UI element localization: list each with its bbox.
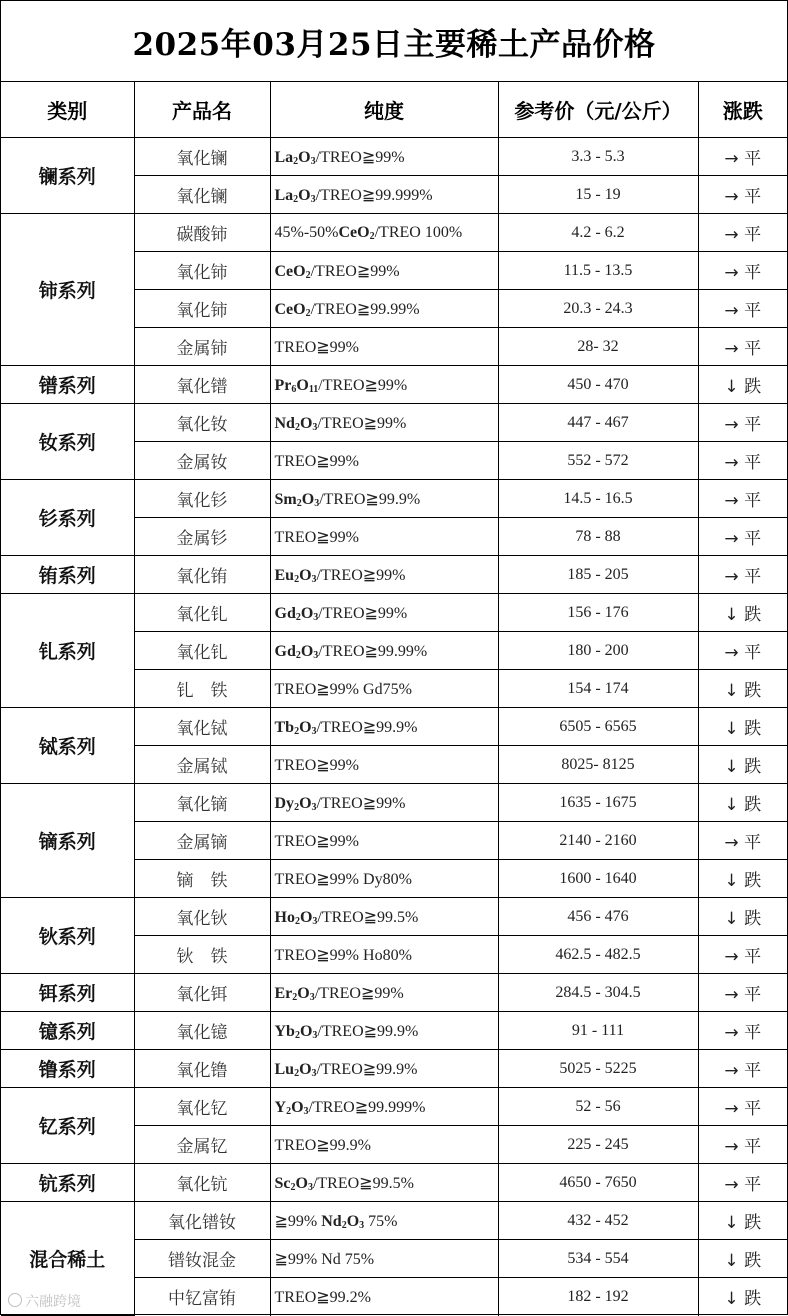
- formula-element: Ho: [274, 908, 295, 926]
- formula-subscript: 3: [311, 1067, 317, 1079]
- formula-subscript: 2: [293, 155, 299, 167]
- product-cell: 金属铈: [134, 328, 270, 366]
- formula-element: O: [291, 1098, 304, 1116]
- trend-cell: ↓ 跌: [698, 708, 787, 746]
- purity-text: /TREO≧99.5%: [317, 908, 419, 926]
- table-row: [1, 1088, 787, 1126]
- formula-subscript: 2: [294, 1067, 300, 1079]
- purity-text: /TREO≧99%: [317, 414, 407, 432]
- purity-cell: [270, 1012, 498, 1050]
- series-cell: 钪系列: [1, 1164, 134, 1202]
- formula-subscript: 3: [313, 611, 319, 623]
- trend-cell: → 平: [698, 138, 787, 176]
- formula-subscript: 3: [309, 991, 315, 1003]
- trend-cell: → 平: [698, 518, 787, 556]
- formula-element: O: [299, 1022, 313, 1040]
- formula-element: Sm: [274, 490, 297, 508]
- formula-subscript: 2: [290, 1181, 296, 1193]
- purity-text: /TREO≧99.9%: [316, 1060, 418, 1078]
- formula-element: O: [299, 794, 312, 812]
- formula-element: Sc: [274, 1174, 291, 1192]
- formula-subscript: 2: [305, 269, 311, 281]
- table-row: [1, 1202, 787, 1240]
- product-cell: 氧化钆: [134, 632, 270, 670]
- table-row: [1, 898, 787, 936]
- series-cell: 钬系列: [1, 898, 134, 974]
- price-cell: 3.3 - 5.3: [498, 138, 698, 176]
- chemical-formula: [275, 1175, 313, 1192]
- purity-text: /TREO≧99.99%: [318, 642, 428, 660]
- formula-subscript: 2: [294, 1029, 300, 1041]
- formula-subscript: 11: [308, 383, 319, 395]
- price-cell: 15 - 19: [498, 176, 698, 214]
- trend-cell: ↓ 跌: [698, 898, 787, 936]
- formula-subscript: 2: [294, 725, 300, 737]
- purity-text: /TREO≧99%: [310, 262, 400, 280]
- series-cell: 钕系列: [1, 404, 134, 480]
- purity-cell: [270, 556, 498, 594]
- purity-text: /TREO≧99.999%: [308, 1098, 426, 1116]
- price-cell: 52 - 56: [498, 1088, 698, 1126]
- product-cell: 钬 铁: [134, 936, 270, 974]
- trend-cell: → 平: [698, 822, 787, 860]
- table-row: [1, 404, 787, 442]
- product-cell: 氧化镥: [134, 1050, 270, 1088]
- trend-cell: → 平: [698, 328, 787, 366]
- formula-element: La: [274, 186, 294, 204]
- chemical-formula: [275, 263, 311, 280]
- formula-subscript: 2: [296, 497, 302, 509]
- price-cell: 4650 - 7650: [498, 1164, 698, 1202]
- trend-cell: → 平: [698, 480, 787, 518]
- chemical-formula: [275, 909, 318, 926]
- formula-element: O: [299, 718, 312, 736]
- purity-cell: [270, 138, 498, 176]
- chemical-formula: [275, 377, 319, 394]
- series-cell: 混合稀土: [1, 1202, 134, 1316]
- chemical-formula: [275, 605, 319, 622]
- table-row: [1, 594, 787, 632]
- purity-cell: [270, 328, 498, 366]
- price-cell: 180 - 200: [498, 632, 698, 670]
- purity-cell: [270, 1050, 498, 1088]
- formula-element: Gd: [274, 642, 296, 660]
- formula-element: Y: [274, 1098, 287, 1116]
- formula-element: O: [299, 1060, 312, 1078]
- purity-text: TREO≧99%: [274, 452, 360, 470]
- purity-cell: [270, 670, 498, 708]
- product-cell: 中钇富铕: [134, 1278, 270, 1316]
- formula-element: La: [274, 148, 294, 166]
- purity-cell: [270, 594, 498, 632]
- purity-text: /TREO≧99%: [316, 794, 406, 812]
- formula-element: O: [298, 148, 311, 166]
- purity-cell: [270, 1278, 498, 1316]
- price-cell: 462.5 - 482.5: [498, 936, 698, 974]
- purity-text: /TREO≧99%: [318, 376, 408, 394]
- purity-text: TREO≧99% Gd75%: [274, 680, 412, 698]
- series-cell: 铽系列: [1, 708, 134, 784]
- product-cell: 氧化铈: [134, 252, 270, 290]
- product-cell: 氧化钇: [134, 1088, 270, 1126]
- purity-text: /TREO≧99.999%: [315, 186, 433, 204]
- product-cell: 氧化钪: [134, 1164, 270, 1202]
- formula-subscript: 3: [307, 1181, 313, 1193]
- formula-subscript: 3: [303, 1105, 309, 1117]
- purity-cell: [270, 252, 498, 290]
- purity-cell: [270, 860, 498, 898]
- chemical-formula: [275, 567, 317, 584]
- purity-text: TREO≧99%: [274, 756, 360, 774]
- formula-subscript: 2: [294, 421, 300, 433]
- formula-element: CeO: [338, 223, 370, 241]
- formula-subscript: 2: [295, 649, 301, 661]
- price-cell: 552 - 572: [498, 442, 698, 480]
- formula-element: Yb: [274, 1022, 295, 1040]
- formula-element: O: [301, 490, 315, 508]
- purity-text: 75%: [364, 1212, 398, 1230]
- purity-text: /TREO≧99%: [316, 566, 406, 584]
- formula-subscript: 2: [305, 307, 311, 319]
- price-cell: 154 - 174: [498, 670, 698, 708]
- chemical-formula: [338, 224, 374, 241]
- table-row: [1, 556, 787, 594]
- formula-subscript: 2: [295, 611, 301, 623]
- purity-text: /TREO≧99.9%: [319, 490, 421, 508]
- price-cell: 182 - 192: [498, 1278, 698, 1316]
- header-purity: 纯度: [270, 82, 498, 138]
- trend-cell: → 平: [698, 290, 787, 328]
- purity-cell: [270, 1164, 498, 1202]
- chemical-formula: [275, 187, 316, 204]
- product-cell: 氧化镧: [134, 176, 270, 214]
- purity-text: /TREO≧99.99%: [310, 300, 420, 318]
- formula-element: Nd: [321, 1212, 342, 1230]
- price-cell: 1635 - 1675: [498, 784, 698, 822]
- price-cell: 8025- 8125: [498, 746, 698, 784]
- formula-subscript: 3: [311, 573, 317, 585]
- formula-subscript: 3: [312, 915, 318, 927]
- watermark: [8, 1291, 81, 1311]
- purity-cell: [270, 1126, 498, 1164]
- chemical-formula: [275, 491, 320, 508]
- trend-cell: ↓ 跌: [698, 670, 787, 708]
- watermark-logo-icon: [8, 1293, 22, 1307]
- formula-subscript: 3: [313, 649, 319, 661]
- price-cell: 156 - 176: [498, 594, 698, 632]
- purity-text: /TREO≧99.9%: [317, 1022, 419, 1040]
- price-cell: 450 - 470: [498, 366, 698, 404]
- series-cell: 钇系列: [1, 1088, 134, 1164]
- formula-subscript: 2: [294, 915, 300, 927]
- purity-text: /TREO≧99%: [314, 984, 404, 1002]
- price-cell: 284.5 - 304.5: [498, 974, 698, 1012]
- trend-cell: → 平: [698, 632, 787, 670]
- formula-element: Tb: [274, 718, 295, 736]
- table-row: [1, 1050, 787, 1088]
- formula-element: O: [297, 984, 310, 1002]
- purity-cell: [270, 632, 498, 670]
- purity-text: TREO≧99%: [274, 528, 360, 546]
- product-cell: 金属铽: [134, 746, 270, 784]
- chemical-formula: [275, 301, 311, 318]
- series-cell: 镱系列: [1, 1012, 134, 1050]
- product-cell: 氧化铽: [134, 708, 270, 746]
- trend-cell: → 平: [698, 1164, 787, 1202]
- table-row: [1, 138, 787, 176]
- purity-cell: [270, 518, 498, 556]
- header-trend: 涨跌: [698, 82, 787, 138]
- series-cell: 铈系列: [1, 214, 134, 366]
- table-row: [1, 1012, 787, 1050]
- series-cell: 镨系列: [1, 366, 134, 404]
- purity-cell: [270, 1202, 498, 1240]
- trend-cell: → 平: [698, 176, 787, 214]
- table-row: [1, 366, 787, 404]
- trend-cell: ↓ 跌: [698, 860, 787, 898]
- page-title: 2025年03月25日主要稀土产品价格: [1, 1, 787, 82]
- trend-cell: ↓ 跌: [698, 1240, 787, 1278]
- trend-cell: → 平: [698, 974, 787, 1012]
- price-table: [1, 82, 787, 1316]
- price-cell: 1600 - 1640: [498, 860, 698, 898]
- purity-text: TREO≧99.2%: [274, 1288, 372, 1306]
- purity-cell: [270, 898, 498, 936]
- product-cell: 氧化镨: [134, 366, 270, 404]
- series-cell: 镧系列: [1, 138, 134, 214]
- purity-cell: [270, 214, 498, 252]
- purity-cell: [270, 1088, 498, 1126]
- table-row: [1, 480, 787, 518]
- product-cell: 氧化铕: [134, 556, 270, 594]
- product-cell: 氧化镝: [134, 784, 270, 822]
- purity-text: TREO≧99% Dy80%: [274, 870, 412, 888]
- purity-cell: [270, 936, 498, 974]
- trend-cell: ↓ 跌: [698, 784, 787, 822]
- price-cell: 2140 - 2160: [498, 822, 698, 860]
- purity-text: ≧99% Nd 75%: [274, 1250, 375, 1268]
- product-cell: 钆 铁: [134, 670, 270, 708]
- formula-element: O: [299, 908, 313, 926]
- table-body: [1, 138, 787, 1316]
- purity-cell: [270, 974, 498, 1012]
- product-cell: 氧化铒: [134, 974, 270, 1012]
- chemical-formula: [321, 1213, 364, 1230]
- table-row: [1, 1164, 787, 1202]
- trend-cell: ↓ 跌: [698, 594, 787, 632]
- table-row: [1, 974, 787, 1012]
- formula-subscript: 2: [294, 801, 300, 813]
- price-cell: 534 - 554: [498, 1240, 698, 1278]
- formula-element: Dy: [274, 794, 295, 812]
- purity-cell: [270, 480, 498, 518]
- product-cell: 氧化钆: [134, 594, 270, 632]
- table-row: [1, 214, 787, 252]
- header-price: 参考价（元/公斤）: [498, 82, 698, 138]
- formula-subscript: 3: [311, 801, 317, 813]
- series-cell: 镥系列: [1, 1050, 134, 1088]
- price-cell: 78 - 88: [498, 518, 698, 556]
- formula-subscript: 2: [292, 991, 298, 1003]
- purity-text: TREO≧99.9%: [274, 1136, 372, 1154]
- formula-element: Nd: [274, 414, 295, 432]
- formula-element: Pr: [274, 376, 292, 394]
- purity-text: TREO≧99%: [274, 832, 360, 850]
- formula-element: CeO: [274, 300, 306, 318]
- price-cell: 11.5 - 13.5: [498, 252, 698, 290]
- trend-cell: ↓ 跌: [698, 1278, 787, 1316]
- header-product: 产品名: [134, 82, 270, 138]
- formula-element: CeO: [274, 262, 306, 280]
- formula-subscript: 2: [286, 1105, 292, 1117]
- price-cell: 5025 - 5225: [498, 1050, 698, 1088]
- formula-element: O: [298, 186, 311, 204]
- formula-subscript: 3: [312, 1029, 318, 1041]
- header-row: [1, 82, 787, 138]
- series-cell: 钆系列: [1, 594, 134, 708]
- chemical-formula: [275, 149, 316, 166]
- purity-cell: [270, 366, 498, 404]
- formula-element: Er: [274, 984, 293, 1002]
- product-cell: 氧化镧: [134, 138, 270, 176]
- purity-text: /TREO≧99.9%: [316, 718, 418, 736]
- formula-element: O: [299, 414, 313, 432]
- table-row: [1, 708, 787, 746]
- purity-cell: [270, 708, 498, 746]
- trend-cell: → 平: [698, 556, 787, 594]
- trend-cell: ↓ 跌: [698, 366, 787, 404]
- purity-cell: [270, 404, 498, 442]
- formula-subscript: 3: [310, 193, 316, 205]
- formula-element: O: [299, 566, 312, 584]
- formula-element: O: [295, 1174, 308, 1192]
- chemical-formula: [275, 1099, 309, 1116]
- table-row: [1, 784, 787, 822]
- purity-text: TREO≧99% Ho80%: [274, 946, 412, 964]
- price-cell: 6505 - 6565: [498, 708, 698, 746]
- trend-cell: ↓ 跌: [698, 1202, 787, 1240]
- chemical-formula: [275, 1061, 317, 1078]
- product-cell: 氧化钐: [134, 480, 270, 518]
- formula-subscript: 2: [293, 193, 299, 205]
- trend-cell: ↓ 跌: [698, 746, 787, 784]
- purity-cell: [270, 822, 498, 860]
- formula-element: O: [346, 1212, 360, 1230]
- product-cell: 镨钕混金: [134, 1240, 270, 1278]
- formula-element: O: [296, 376, 309, 394]
- price-cell: 185 - 205: [498, 556, 698, 594]
- formula-element: O: [300, 642, 314, 660]
- product-cell: 金属钐: [134, 518, 270, 556]
- purity-cell: [270, 784, 498, 822]
- chemical-formula: [275, 1023, 318, 1040]
- formula-subscript: 3: [314, 497, 320, 509]
- trend-cell: → 平: [698, 404, 787, 442]
- chemical-formula: [275, 985, 315, 1002]
- product-cell: 氧化钕: [134, 404, 270, 442]
- formula-subscript: 3: [310, 155, 316, 167]
- purity-text: TREO≧99%: [274, 338, 360, 356]
- formula-element: Gd: [274, 604, 296, 622]
- formula-subscript: 6: [291, 383, 297, 395]
- formula-subscript: 3: [312, 421, 318, 433]
- purity-text: /TREO≧99%: [318, 604, 408, 622]
- series-cell: 铒系列: [1, 974, 134, 1012]
- purity-cell: [270, 290, 498, 328]
- formula-subscript: 2: [369, 230, 375, 242]
- price-cell: 20.3 - 24.3: [498, 290, 698, 328]
- formula-subscript: 2: [341, 1219, 347, 1231]
- purity-prefix: 45%-50%: [274, 223, 339, 241]
- chemical-formula: [275, 643, 319, 660]
- chemical-formula: [275, 415, 318, 432]
- product-cell: 氧化钬: [134, 898, 270, 936]
- product-cell: 碳酸铈: [134, 214, 270, 252]
- trend-cell: → 平: [698, 252, 787, 290]
- formula-subscript: 2: [294, 573, 300, 585]
- trend-cell: → 平: [698, 936, 787, 974]
- purity-cell: [270, 176, 498, 214]
- purity-text: /TREO≧99.5%: [312, 1174, 414, 1192]
- purity-cell: [270, 1240, 498, 1278]
- formula-element: Lu: [274, 1060, 295, 1078]
- trend-cell: → 平: [698, 214, 787, 252]
- chemical-formula: [275, 719, 317, 736]
- product-cell: 氧化镨钕: [134, 1202, 270, 1240]
- formula-element: Eu: [274, 566, 295, 584]
- price-cell: 14.5 - 16.5: [498, 480, 698, 518]
- price-cell: 4.2 - 6.2: [498, 214, 698, 252]
- product-cell: 金属镝: [134, 822, 270, 860]
- product-cell: 氧化镱: [134, 1012, 270, 1050]
- purity-cell: [270, 442, 498, 480]
- price-cell: 432 - 452: [498, 1202, 698, 1240]
- series-cell: 铕系列: [1, 556, 134, 594]
- purity-cell: [270, 746, 498, 784]
- purity-text: /TREO 100%: [374, 223, 463, 241]
- purity-prefix: ≧99%: [274, 1212, 322, 1230]
- chemical-formula: [275, 795, 317, 812]
- trend-cell: → 平: [698, 1050, 787, 1088]
- price-cell: 225 - 245: [498, 1126, 698, 1164]
- price-cell: 28- 32: [498, 328, 698, 366]
- header-category: 类别: [1, 82, 134, 138]
- formula-element: O: [300, 604, 314, 622]
- trend-cell: → 平: [698, 1126, 787, 1164]
- price-cell: 456 - 476: [498, 898, 698, 936]
- product-cell: 氧化铈: [134, 290, 270, 328]
- product-cell: 金属钇: [134, 1126, 270, 1164]
- price-cell: 91 - 111: [498, 1012, 698, 1050]
- trend-cell: → 平: [698, 1088, 787, 1126]
- product-cell: 镝 铁: [134, 860, 270, 898]
- watermark-text: 六融跨境: [25, 1294, 81, 1310]
- series-cell: 镝系列: [1, 784, 134, 898]
- price-cell: 447 - 467: [498, 404, 698, 442]
- series-cell: 钐系列: [1, 480, 134, 556]
- formula-subscript: 3: [359, 1219, 365, 1231]
- trend-cell: → 平: [698, 442, 787, 480]
- formula-subscript: 3: [311, 725, 317, 737]
- purity-text: /TREO≧99%: [315, 148, 405, 166]
- trend-cell: → 平: [698, 1012, 787, 1050]
- product-cell: 金属钕: [134, 442, 270, 480]
